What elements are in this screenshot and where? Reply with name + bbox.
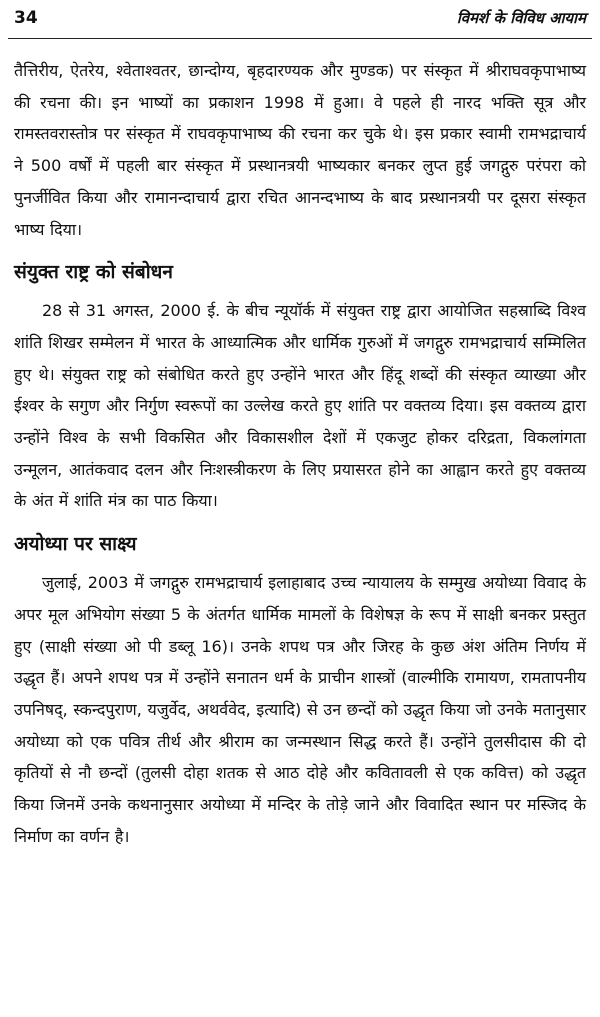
page-body (14, 39, 586, 852)
page-number: 34 (14, 8, 38, 28)
running-title: विमर्श के विविध आयाम (456, 9, 586, 27)
paragraph-un-address: 28 से 31 अगस्त, 2000 ई. के बीच न्यूयॉर्क में संयुक्त राष्ट्र द्वारा आयोजित सहस्राब्दि विश्व शांति शिखर सम्मेलन में भारत के आध्यात्मिक और धार्मिक गुरुओं में जगद्गुरु रामभद्राचार्य सम्मिलित हुए थे। संयुक्त राष्ट्र को संबोधित करते हुए उन्होंने भारत और हिंदू शब्दों की संस्कृत व्याख्या और ईश्वर के सगुण और निर्गुण स्वरूपों का उल्लेख करते हुए शांति पर वक्तव्य दिया। इस वक्तव्य द्वारा उन्होंने विश्व के सभी विकसित और विकासशील देशों में एकजुट होकर दरिद्रता, विकलांगता उन्मूलन, आतंकवाद दलन और निःशस्त्रीकरण के लिए प्रयासरत होने का आह्वान करते हुए वक्तव्य के अंत में शांति मंत्र का पाठ किया। (14, 301, 586, 511)
paragraph-ayodhya-testimony: जुलाई, 2003 में जगद्गुरु रामभद्राचार्य इलाहाबाद उच्च न्यायालय के सम्मुख अयोध्या विवाद के अपर मूल अभियोग संख्या 5 के अंतर्गत धार्मिक मामलों के विशेषज्ञ के रूप में साक्षी बनकर प्रस्तुत हुए (साक्षी संख्या ओ पी डब्लू 16)। उनके शपथ पत्र और जिरह के कुछ अंश अंतिम निर्णय में उद्धृत हैं। अपने शपथ पत्र में उन्होंने सनातन धर्म के प्राचीन शास्त्रों (वाल्मीकि रामायण, रामतापनीय उपनिषद्, स्कन्दपुराण, यजुर्वेद, अथर्ववेद, इत्यादि) से उन छन्दों को उद्धृत किया जो उनके मतानुसार अयोध्या को एक पवित्र तीर्थ और श्रीराम का जन्मस्थान सिद्ध करते हैं। उन्होंने तुलसीदास की दो कृतियों से नौ छन्दों (तुलसी दोहा शतक से आठ दोहे और कवितावली से एक कवित्त) को उद्धृत किया जिनमें उनके कथनानुसार अयोध्या में मन्दिर के तोड़े जाने और विवादित स्थान पर मस्जिद के निर्माण का वर्णन है। (14, 573, 586, 846)
paragraph-intro: तैत्तिरीय, ऐतरेय, श्वेताश्वतर, छान्दोग्य, बृहदारण्यक और मुण्डक) पर संस्कृत में श्रीराघवकृपाभाष्य की रचना की। इन भाष्यों का प्रकाशन 1998 में हुआ। वे पहले ही नारद भक्ति सूत्र और रामस्तवरास्तोत्र पर संस्कृत में राघवकृपाभाष्य की रचना कर चुके थे। इस प्रकार स्वामी रामभद्राचार्य ने 500 वर्षों में पहली बार संस्कृत में प्रस्थानत्रयी भाष्यकार बनकर लुप्त हुई जगद्गुरु परंपरा को पुनर्जीवित किया और रामानन्दाचार्य द्वारा रचित आनन्दभाष्य के बाद प्रस्थानत्रयी पर दूसरा संस्कृत भाष्य दिया। (14, 61, 586, 239)
running-header (8, 0, 592, 39)
section-heading-ayodhya-testimony: अयोध्या पर साक्ष्य (14, 533, 137, 556)
section-heading-un-address: संयुक्त राष्ट्र को संबोधन (14, 261, 173, 284)
